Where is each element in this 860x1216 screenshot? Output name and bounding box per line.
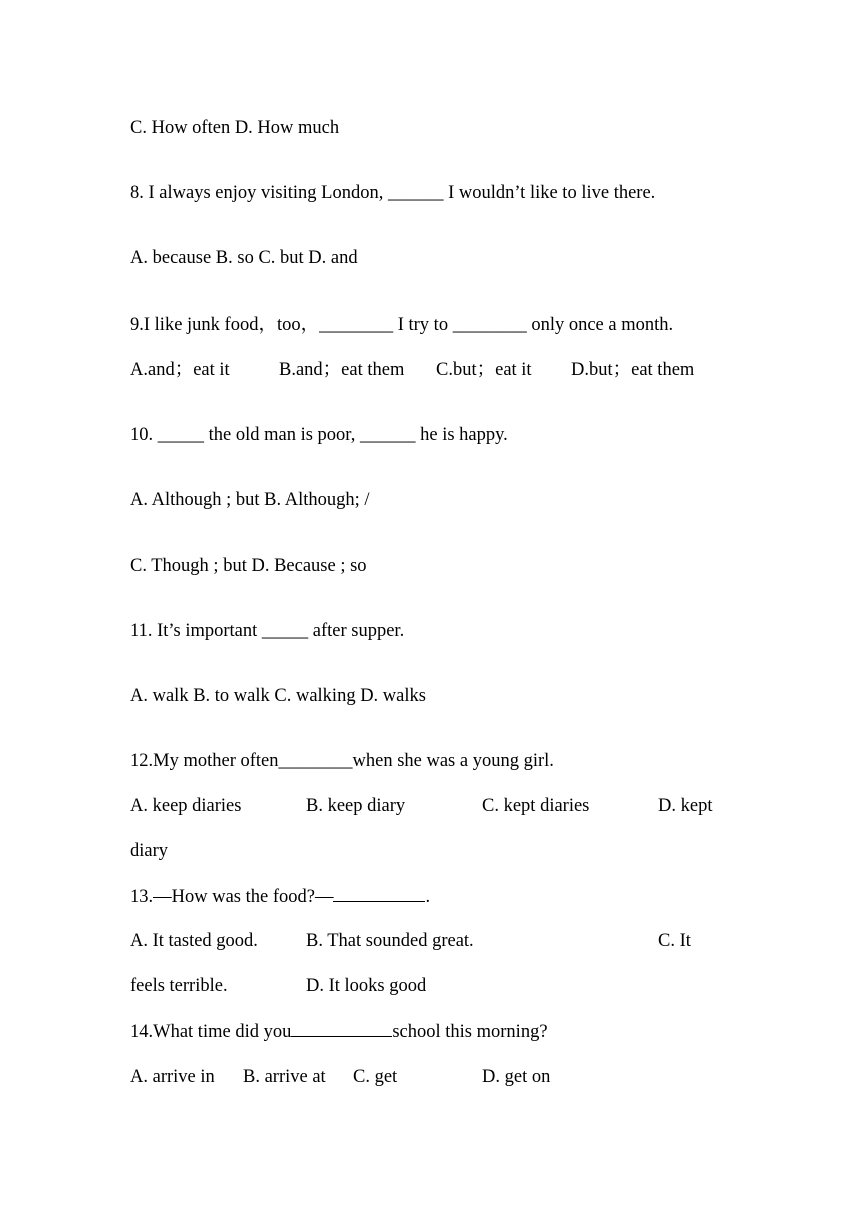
q8-options: A. because B. so C. but D. and: [130, 248, 358, 268]
q11-options: A. walk B. to walk C. walking D. walks: [130, 686, 426, 706]
q13-option-b: B. That sounded great.: [306, 931, 474, 951]
q12-stem-blank: ________: [278, 751, 353, 771]
q14-answer-blank: [291, 1019, 392, 1037]
q14-option-b: B. arrive at: [243, 1067, 326, 1087]
q7-options-cd: C. How often D. How much: [130, 118, 340, 138]
q14-option-c: C. get: [353, 1067, 398, 1087]
q9-option-c: C.but；eat it: [436, 360, 532, 380]
q9-option-d: D.but；eat them: [571, 360, 695, 380]
q13-stem-before: 13.—How was the food?—: [130, 887, 334, 907]
q11-stem: 11. It’s important _____ after supper.: [130, 621, 405, 641]
q12-option-d: D. kept: [658, 796, 713, 816]
q9-option-b: B.and；eat them: [279, 360, 405, 380]
q13-option-a: A. It tasted good.: [130, 931, 258, 951]
q10-options-cd: C. Though ; but D. Because ; so: [130, 556, 367, 576]
q12-stem-before: 12.My mother often: [130, 751, 279, 771]
q14-option-d: D. get on: [482, 1067, 551, 1087]
q9-option-a: A.and；eat it: [130, 360, 230, 380]
q10-options-ab: A. Although ; but B. Although; /: [130, 490, 370, 510]
q14-stem-before: 14.What time did you: [130, 1022, 292, 1042]
q8-stem: 8. I always enjoy visiting London, ______ I wouldn’t like to live there.: [130, 183, 656, 203]
q13-stem: [130, 884, 430, 909]
q13-option-d: D. It looks good: [306, 976, 427, 996]
q14-stem: [130, 1019, 548, 1044]
q14-option-a: A. arrive in: [130, 1067, 215, 1087]
q12-option-b: B. keep diary: [306, 796, 406, 816]
q9-stem: 9.I like junk food，too，________ I try to ________ only once a month.: [130, 315, 674, 335]
q12-stem-after: when she was a young girl.: [352, 751, 554, 771]
q13-option-c: C. It: [658, 931, 691, 951]
q13-option-c-continued: feels terrible.: [130, 976, 228, 996]
q14-stem-after: school this morning?: [392, 1022, 548, 1042]
q13-answer-blank: [333, 884, 425, 902]
q12-option-c: C. kept diaries: [482, 796, 590, 816]
q12-option-a: A. keep diaries: [130, 796, 242, 816]
q13-stem-after: .: [425, 887, 431, 907]
q12-stem: [130, 749, 554, 773]
q10-stem: 10. _____ the old man is poor, ______ he is happy.: [130, 425, 508, 445]
q12-option-d-continued: diary: [130, 841, 169, 861]
